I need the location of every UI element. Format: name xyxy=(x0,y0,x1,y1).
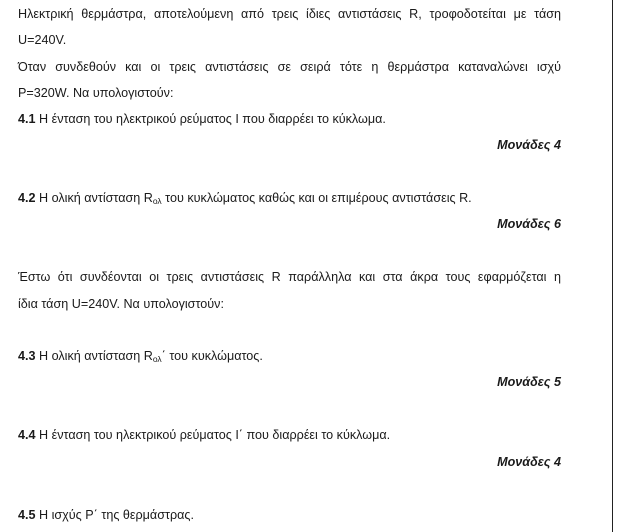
marks-4-3: Μονάδες 5 xyxy=(497,375,561,389)
question-4-2 xyxy=(18,190,472,209)
marks-4-4: Μονάδες 4 xyxy=(497,455,561,469)
question-4-5 xyxy=(18,507,194,523)
question-text: Η ένταση του ηλεκτρικού ρεύματος Ι που διαρρέει το κύκλωμα. xyxy=(39,112,386,126)
question-text-start: Η ολική αντίσταση R xyxy=(39,191,153,205)
question-number: 4.5 xyxy=(18,508,36,522)
question-4-1 xyxy=(18,111,386,127)
marks-4-1: Μονάδες 4 xyxy=(497,138,561,152)
question-text: Η ένταση του ηλεκτρικού ρεύματος Ι΄ που διαρρέει το κύκλωμα. xyxy=(39,428,391,442)
page-right-border xyxy=(612,0,613,532)
intro-line-2: U=240V. xyxy=(18,33,67,47)
parallel-line-1: Έστω ότι συνδέονται οι τρεις αντιστάσεις R παράλληλα και στα άκρα τους εφαρμόζεται η xyxy=(18,270,561,284)
subscript-ol: ολ xyxy=(152,354,162,364)
marks-4-2: Μονάδες 6 xyxy=(497,217,561,231)
intro-line-1: Ηλεκτρική θερμάστρα, αποτελούμενη από τρεις ίδιες αντιστάσεις R, τροφοδοτείται με τάση xyxy=(18,7,561,21)
question-text-start: Η ολική αντίσταση R xyxy=(39,349,153,363)
question-number: 4.4 xyxy=(18,428,36,442)
intro-line-4: P=320W. Να υπολογιστούν: xyxy=(18,86,174,100)
parallel-line-2: ίδια τάση U=240V. Να υπολογιστούν: xyxy=(18,297,224,311)
question-number: 4.1 xyxy=(18,112,36,126)
subscript-ol: ολ xyxy=(152,196,162,206)
intro-line-3: Όταν συνδεθούν και οι τρεις αντιστάσεις σε σειρά τότε η θερμάστρα καταναλώνει ισχύ xyxy=(18,60,561,74)
question-number: 4.3 xyxy=(18,349,36,363)
question-text-end: ΄ του κυκλώματος. xyxy=(161,349,263,363)
question-text: Η ισχύς Ρ΄ της θερμάστρας. xyxy=(39,508,194,522)
question-text-end: του κυκλώματος καθώς και οι επιμέρους αντιστάσεις R. xyxy=(161,191,472,205)
question-4-3 xyxy=(18,348,263,367)
question-number: 4.2 xyxy=(18,191,36,205)
question-4-4 xyxy=(18,427,390,443)
